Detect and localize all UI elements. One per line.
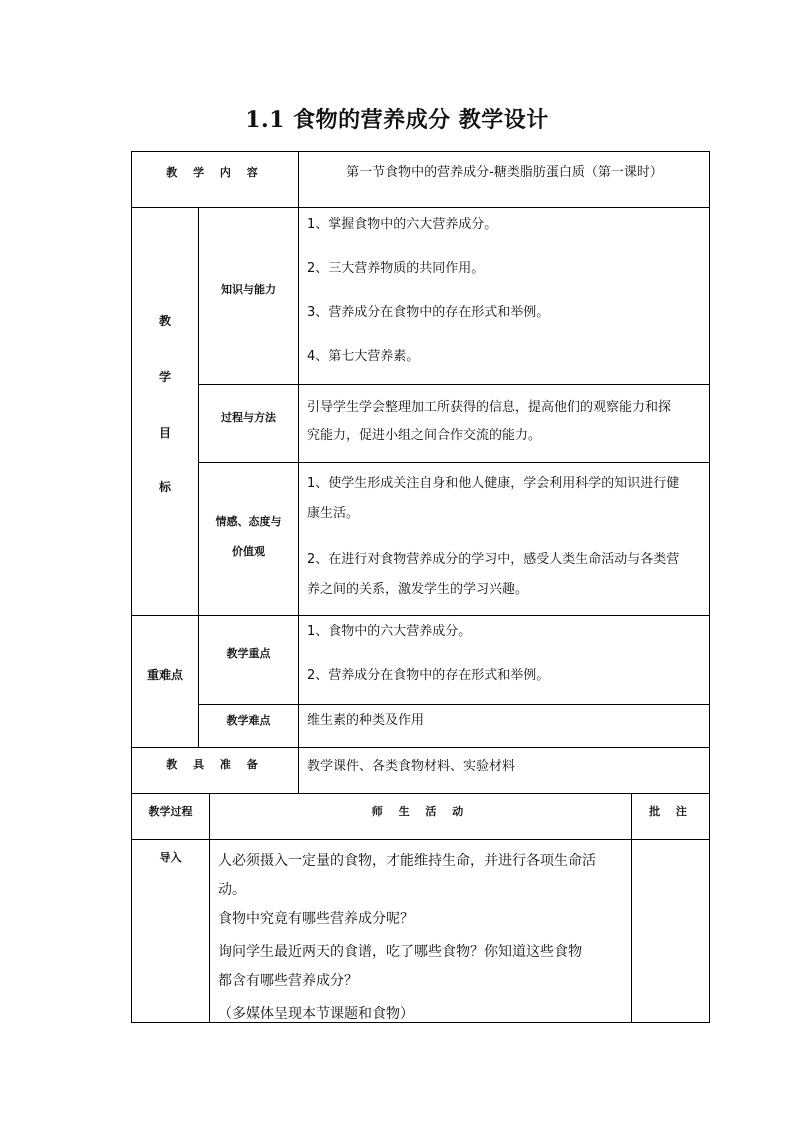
focus-cell — [298, 615, 710, 704]
activity-header: 师 生 活 动 — [371, 805, 470, 818]
note-header-cell — [631, 793, 710, 839]
intro-line: （多媒体呈现本节课题和食物） — [218, 1006, 414, 1022]
intro-line: 食物中究竟有哪些营养成分呢？ — [218, 911, 414, 927]
intro-line: 都含有哪些营养成分？ — [218, 973, 358, 989]
goals-char-1: 教 — [158, 314, 171, 328]
difficulty-cell — [298, 704, 710, 747]
intro-line: 询问学生最近两天的食谱，吃了哪些食物？你知道这些食物 — [218, 944, 582, 960]
knowledge-cell — [298, 207, 710, 384]
focus-label: 教学重点 — [226, 647, 271, 660]
focus-item: 1、食物中的六大营养成分。 — [307, 624, 472, 639]
phase-header: 教学过程 — [148, 805, 193, 818]
intro-line: 人必须摄入一定量的食物，才能维持生命，并进行各项生命活动。 — [218, 853, 596, 898]
knowledge-item: 4、第七大营养素。 — [307, 349, 420, 364]
keypoints-label-cell — [131, 615, 198, 747]
knowledge-item: 1、掌握食物中的六大营养成分。 — [307, 217, 498, 232]
goals-char-4: 标 — [158, 480, 171, 494]
phase-header-cell — [131, 793, 209, 839]
activity-header-cell — [209, 793, 631, 839]
intro-activity-cell — [209, 839, 631, 1023]
emotion-line: 2、在进行对食物营养成分的学习中，感受人类生命活动与各类营 — [307, 552, 680, 567]
content-label: 教 学 内 容 — [166, 166, 264, 179]
process-line: 引导学生学会整理加工所获得的信息，提高他们的观察能力和探 — [307, 400, 672, 415]
goals-char-2: 学 — [158, 370, 171, 384]
focus-label-cell — [198, 615, 298, 704]
content-value: 第一节食物中的营养成分-糖类脂肪蛋白质（第一课时） — [346, 165, 663, 180]
emotion-label-line: 情感、态度与 — [215, 515, 282, 528]
goals-label-cell — [131, 207, 198, 615]
emotion-cell — [298, 462, 710, 615]
emotion-label-line: 价值观 — [232, 545, 265, 558]
goals-char-3: 目 — [158, 426, 171, 440]
process-label: 过程与方法 — [221, 411, 276, 424]
emotion-line: 1、使学生形成关注自身和他人健康，学会利用科学的知识进行健 — [307, 476, 680, 491]
document-title: 1.1 食物的营养成分 教学设计 — [245, 107, 549, 133]
intro-note-cell — [631, 839, 710, 1023]
knowledge-label-cell — [198, 207, 298, 384]
emotion-line: 康生活。 — [307, 506, 360, 521]
intro-label-cell — [131, 839, 209, 1023]
prep-label: 教 具 准 备 — [166, 758, 264, 771]
emotion-line: 养之间的关系，激发学生的学习兴趣。 — [307, 582, 529, 597]
prep-label-cell — [131, 747, 298, 793]
content-value-cell — [298, 151, 710, 207]
emotion-label-cell — [198, 462, 298, 615]
prep-text: 教学课件、各类食物材料、实验材料 — [307, 759, 516, 774]
process-line: 究能力，促进小组之间合作交流的能力。 — [307, 428, 542, 443]
knowledge-label: 知识与能力 — [221, 283, 276, 296]
process-cell — [298, 384, 710, 462]
keypoints-label: 重难点 — [146, 668, 183, 682]
focus-item: 2、营养成分在食物中的存在形式和举例。 — [307, 668, 550, 683]
note-header: 批 注 — [649, 805, 693, 818]
knowledge-item: 2、三大营养物质的共同作用。 — [307, 261, 485, 276]
process-label-cell — [198, 384, 298, 462]
intro-label: 导入 — [159, 851, 182, 864]
difficulty-label: 教学难点 — [226, 714, 271, 727]
difficulty-label-cell — [198, 704, 298, 747]
content-label-cell — [131, 151, 298, 207]
knowledge-item: 3、营养成分在食物中的存在形式和举例。 — [307, 305, 550, 320]
prep-cell — [298, 747, 710, 793]
difficulty-text: 维生素的种类及作用 — [307, 713, 425, 728]
